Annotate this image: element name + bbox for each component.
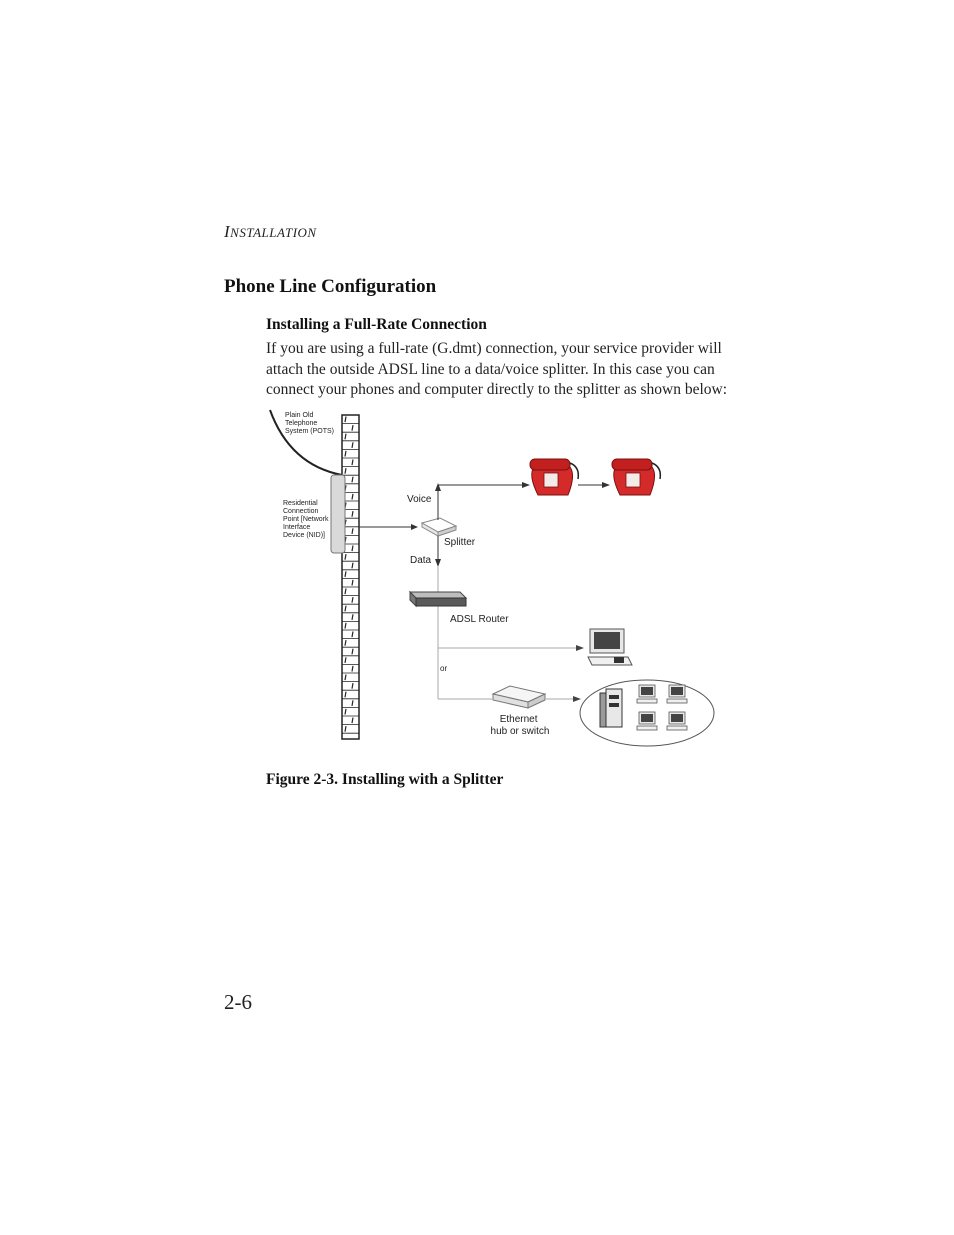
pots-label-line: Plain Old — [285, 412, 314, 419]
pots-label-line: System (POTS) — [285, 428, 335, 435]
data-label: Data — [410, 555, 432, 566]
splitter-diagram — [260, 405, 730, 750]
hub-label-line: hub or switch — [490, 726, 550, 737]
workstation-icon — [667, 685, 687, 703]
adsl-router-icon — [410, 592, 466, 606]
voice-label: Voice — [407, 494, 432, 505]
nid-label-line: Residential — [283, 500, 318, 507]
brick-wall-icon — [342, 415, 359, 739]
splitter-label: Splitter — [444, 537, 476, 548]
workstation-icon — [637, 712, 657, 730]
ethernet-hub-icon — [493, 686, 545, 708]
subsection-title: Installing a Full-Rate Connection — [266, 316, 487, 333]
running-head — [224, 222, 317, 242]
svg-text:Ethernet hub or switch — [491, 714, 550, 737]
nid-label-line: Interface — [283, 524, 311, 531]
page-number: 2-6 — [224, 990, 252, 1014]
workstation-icon — [667, 712, 687, 730]
nid-label-line: Point [Network — [283, 516, 329, 523]
splitter-icon — [422, 518, 456, 536]
running-head-initial: I — [224, 222, 231, 241]
figure-caption: Figure 2-3. Installing with a Splitter — [266, 771, 504, 788]
server-icon — [600, 689, 622, 727]
svg-text:Residential Connection — [283, 500, 330, 539]
running-head-rest: NSTALLATION — [230, 225, 317, 240]
nid-label-line: Connection — [283, 508, 319, 515]
telephone-icon — [530, 459, 578, 495]
workstation-icon — [637, 685, 657, 703]
or-label: or — [440, 664, 448, 673]
pots-label-line: Telephone — [285, 420, 318, 427]
svg-text:Plain Old Telephone — [285, 412, 334, 435]
nid-label-line: Device (NID)] — [283, 532, 326, 539]
telephone-icon — [612, 459, 660, 495]
computer-icon — [588, 629, 632, 665]
nid-box — [331, 475, 345, 553]
section-title: Phone Line Configuration — [224, 276, 437, 297]
router-label: ADSL Router — [450, 614, 509, 625]
body-paragraph: If you are using a full-rate (G.dmt) connection, your service provider will attach the outside ADSL line to a data/voice splitter. In this case you can connect your phones and computer directly to the splitter as shown below: — [266, 340, 728, 398]
hub-label-line: Ethernet — [499, 714, 538, 725]
